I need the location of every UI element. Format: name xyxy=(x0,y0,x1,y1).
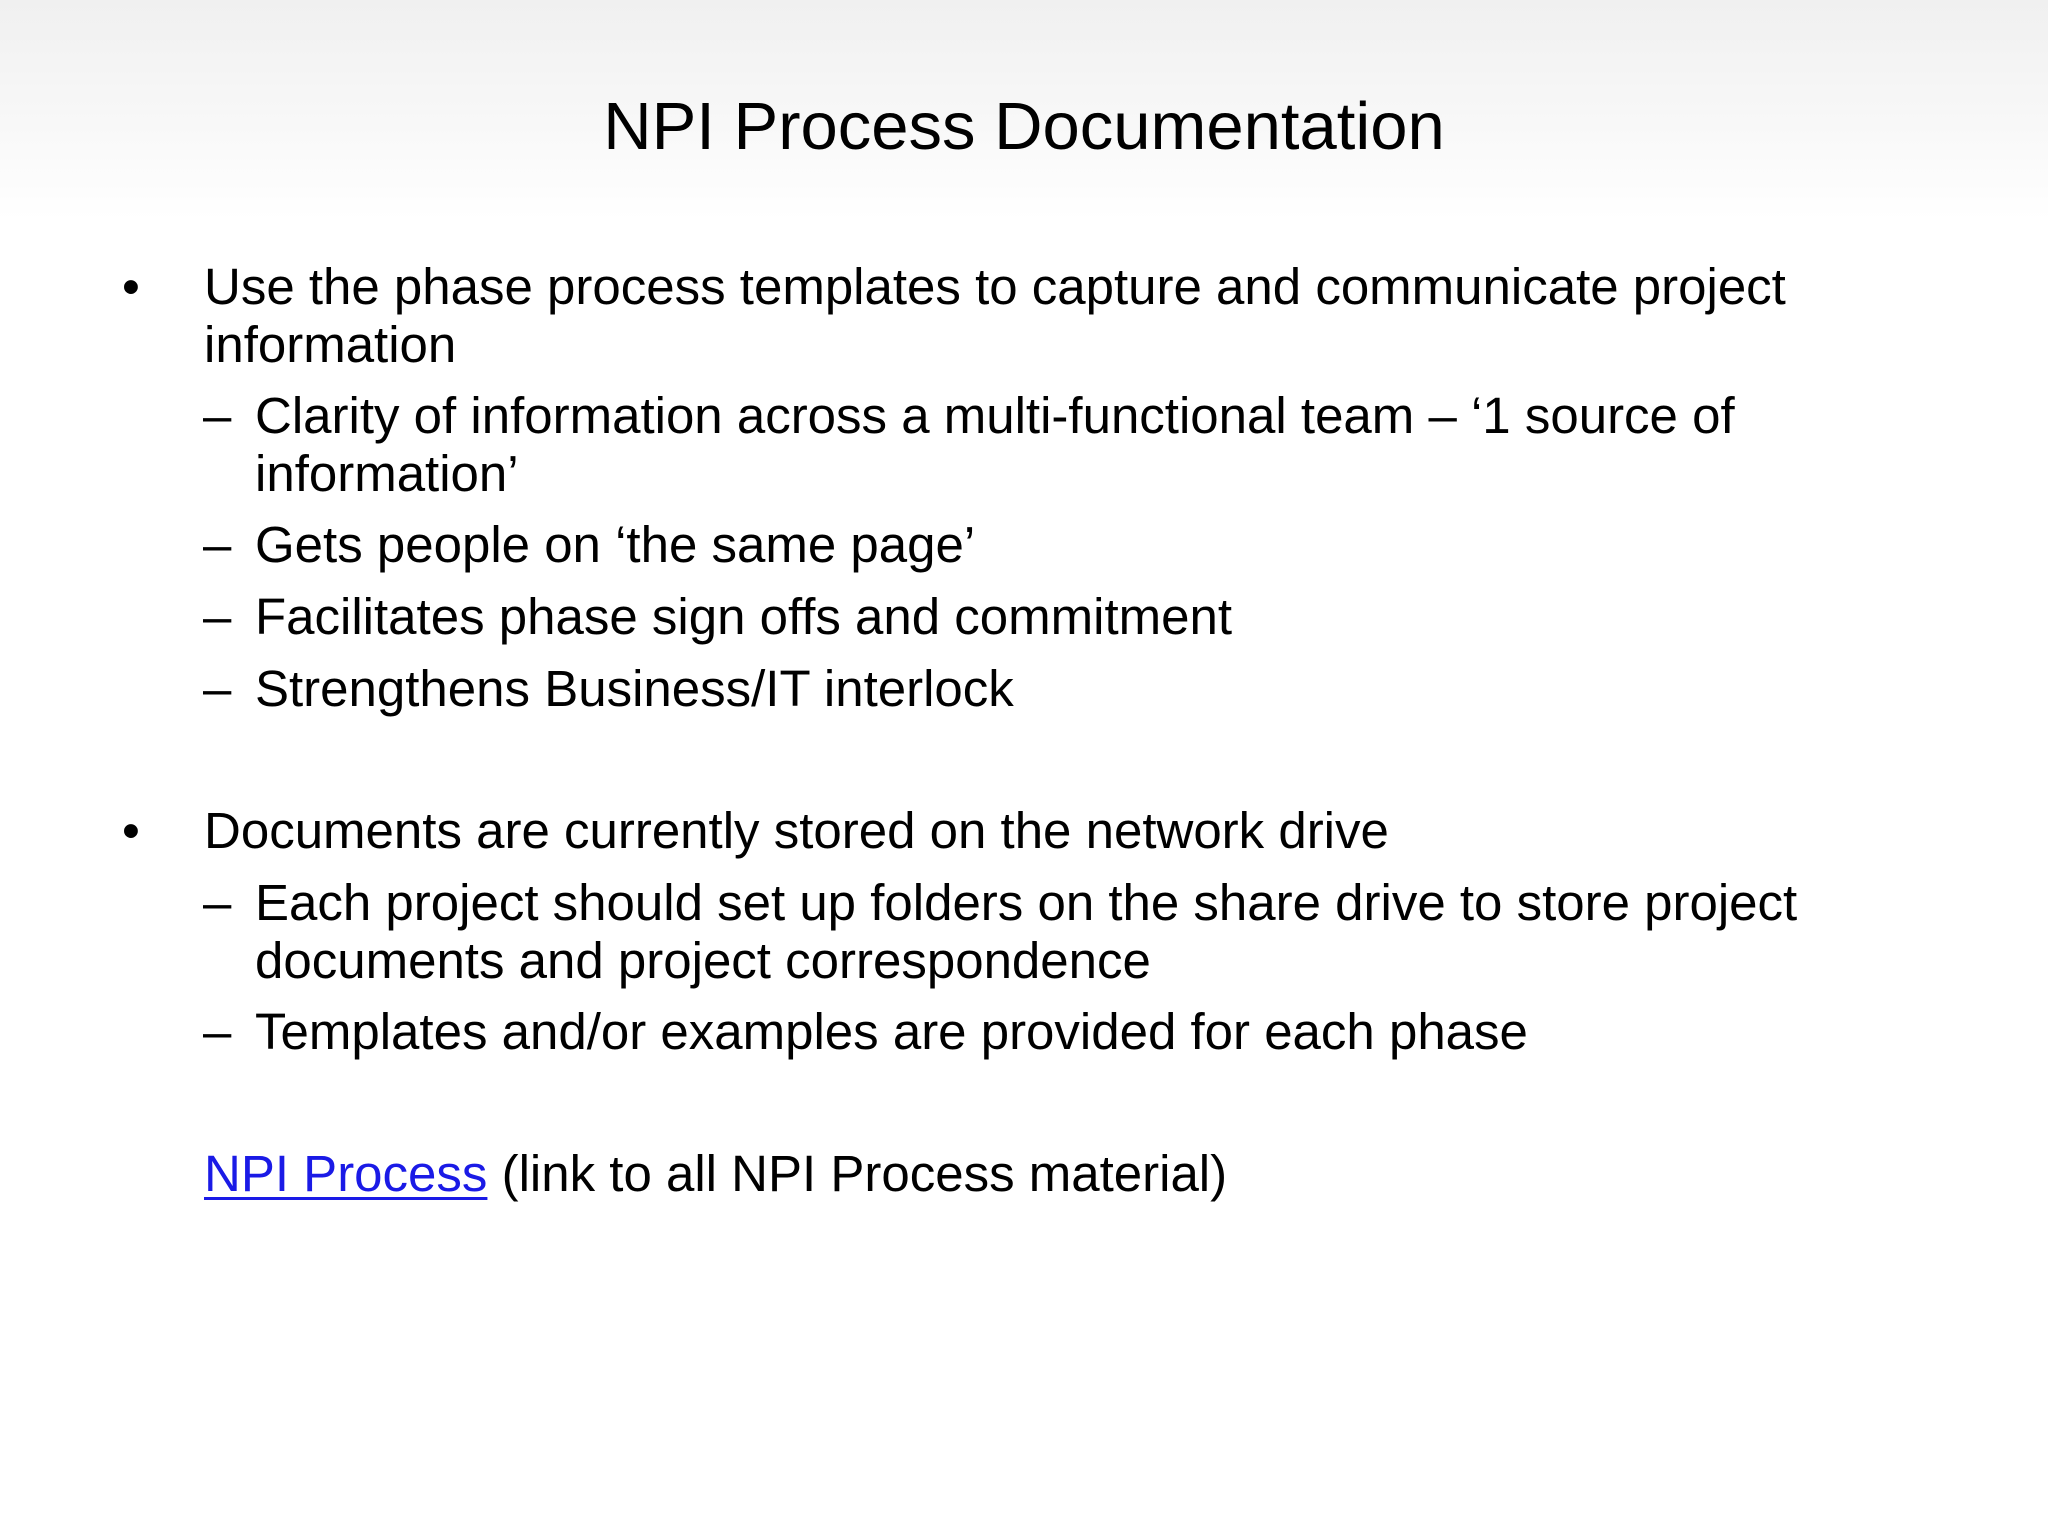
bullet-text: Documents are currently stored on the network drive xyxy=(204,802,1389,859)
bullet-text: information xyxy=(204,316,457,373)
sub-bullet-text: Facilitates phase sign offs and commitment xyxy=(255,588,1233,645)
sub-bullet-text: documents and project correspondence xyxy=(255,932,1151,989)
sub-bullet-text: Each project should set up folders on the share drive to store project xyxy=(255,874,1798,931)
sub-bullet-text: Templates and/or examples are provided for each phase xyxy=(255,1003,1528,1060)
sub-bullet-text: Clarity of information across a multi-functional team – ‘1 source of xyxy=(255,387,1735,444)
npi-process-link[interactable]: NPI Process xyxy=(204,1145,488,1202)
slide-title: NPI Process Documentation xyxy=(603,89,1445,164)
link-line xyxy=(204,1145,1227,1203)
sub-bullet-text: Gets people on ‘the same page’ xyxy=(255,516,976,573)
sub-bullet-marker: – xyxy=(203,1003,232,1060)
sub-bullet-marker: – xyxy=(203,588,232,645)
sub-bullet-text: Strengthens Business/IT interlock xyxy=(255,660,1014,717)
bullet-text: Use the phase process templates to capture and communicate project xyxy=(204,258,1786,315)
sub-bullet-marker: – xyxy=(203,516,232,573)
bullet-marker: • xyxy=(122,258,140,315)
bullet-marker: • xyxy=(122,802,140,859)
sub-bullet-marker: – xyxy=(203,660,232,717)
sub-bullet-marker: – xyxy=(203,387,232,444)
sub-bullet-text: information’ xyxy=(255,445,519,502)
link-description: (link to all NPI Process material) xyxy=(487,1145,1228,1202)
sub-bullet-marker: – xyxy=(203,874,232,931)
